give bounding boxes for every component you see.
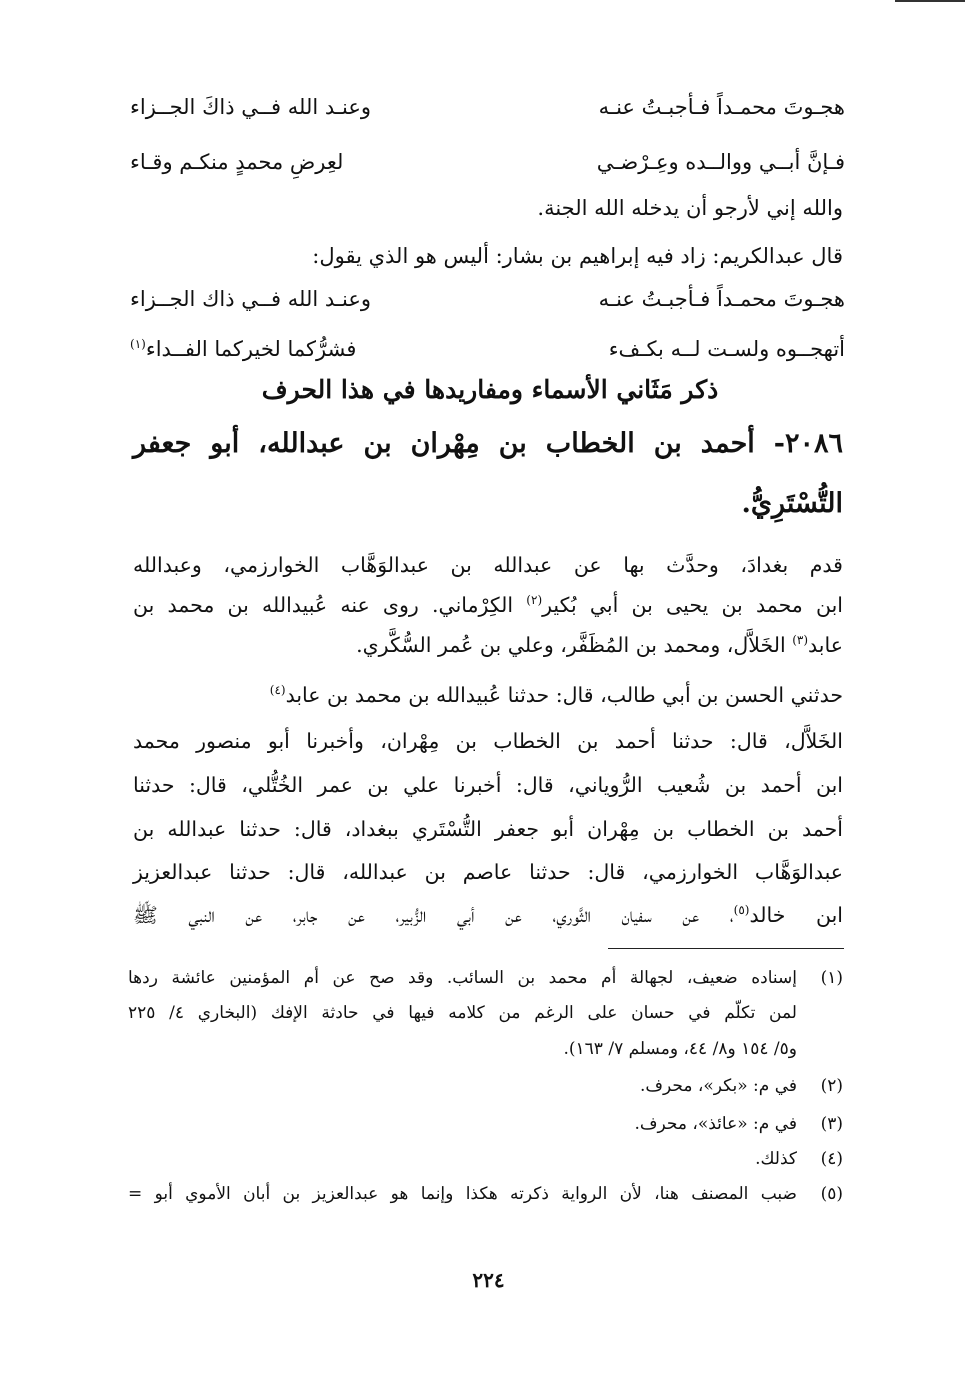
footnote-number: (١) (820, 968, 843, 988)
footnote-number: (٥) (820, 1184, 843, 1204)
footnote-text: إسناده ضعيف، لجهالة أم محمد بن السائب. وقد صح عن أم المؤمنين عائشة ردها (128, 968, 797, 988)
verse-couplet (130, 287, 845, 327)
footnote (128, 1114, 843, 1138)
verse-hemistich-first: هجـوتَ محمـداً فـأجبـتُ عنـه (598, 95, 845, 119)
verse-couplet (130, 150, 845, 190)
verse-couplet (130, 337, 845, 377)
body-text: ابن محمد بن يحيى بن أبي بُكير (542, 593, 843, 617)
verse-hemistich-first: هجـوتَ محمـداً فـأجبـتُ عنـه (598, 287, 845, 311)
section-heading: ذكر مَثَاني الأسماء ومفاريدها في هذا الحرف (261, 375, 719, 404)
verse-hemistich-first: فـإنَّ أبــي ووالــده وعِـرْضـي (596, 150, 845, 174)
prose-line: والله إني لأرجو أن يدخله الله الجنة. (537, 196, 843, 220)
body-text: الخَلاَّل، ومحمد بن المُظَفَّر، وعلي بن عُمر السُّكَّري. (356, 633, 793, 657)
footnote (128, 1149, 843, 1173)
verse-hemistich-second (130, 337, 356, 361)
entry-heading-continued: التُّسْتَرِيُّ. (741, 488, 843, 519)
verse-couplet (130, 95, 845, 135)
verse-hemistich-first: أتهجــوه ولسـت لــه بكـفء (608, 337, 845, 361)
verse-hemistich-second: وعنـد الله فــي ذاك الجــزاء (130, 287, 372, 311)
body-line (133, 593, 843, 617)
footnote-text-continued: و٥/ ١٥٤ و٨/ ٤٤، ومسلم ٧/ ١٦٣). (563, 1039, 797, 1059)
body-line: قدم بغدادَ، وحدَّث بها عن عبدالله بن عبدالوَهَّاب الخوارزمي، وعبدالله (133, 553, 843, 577)
prose-line: قال عبدالكريم: زاد فيه إبراهيم بن بشار: أليس هو الذي يقول: (312, 244, 843, 268)
body-line: ابن أحمد بن شُعيب الرُّوياني، قال: أخبرنا علي بن عمر الخُتُّلي، قال: حدثنا (133, 773, 843, 797)
body-text: الكِرْماني. روى عنه عُبيدالله بن محمد بن (133, 593, 527, 617)
footnote-ref: (٣) (792, 633, 809, 648)
footnote (128, 1076, 843, 1100)
body-line (133, 633, 843, 657)
footnote-number: (٣) (820, 1114, 843, 1134)
body-text: عابد (808, 633, 843, 657)
verse-hemistich-second: لعِرضِ محمدٍ منكـم وقـاء (130, 150, 344, 174)
page-number: ٢٢٤ (472, 1268, 505, 1292)
footnote-separator (608, 948, 844, 949)
footnote (128, 968, 843, 992)
footnote-ref: (٢) (526, 593, 543, 608)
footnote-ref: (٥) (733, 903, 750, 918)
body-line: أحمد بن الخطاب بن مِهْران أبو جعفر التُّسْتَري ببغداد، قال: حدثنا عبدالله بن (133, 817, 843, 841)
footnote-number: (٤) (820, 1149, 843, 1169)
footnote (128, 1184, 843, 1208)
body-line: الخَلاَّل، قال: حدثنا أحمد بن الخطاب بن مِهْران، وأخبرنا أبو منصور محمد (133, 729, 843, 753)
body-text: حدثني الحسن بن أبي طالب، قال: حدثنا عُبيدالله بن محمد بن عابد (285, 683, 843, 707)
body-line (133, 903, 843, 933)
verse-text: فشرُّكما لخيركما الفــداء (145, 337, 357, 361)
footnote-text-continued: لمن تكلّم في حسان على الرغم من كلامه فيها في حادثة الإفك (البخاري ٤/ ٢٢٥ (128, 1003, 797, 1023)
body-line: عبدالوَهَّاب الخوارزمي، قال: حدثنا عاصم بن عبدالله، قال: حدثنا عبدالعزيز (133, 860, 843, 884)
scan-edge-mark (895, 0, 965, 2)
footnote-ref: (١) (130, 337, 146, 351)
body-line (133, 683, 843, 707)
footnote-text: في م: «عائذ»، محرف. (634, 1114, 797, 1134)
body-text: ابن خالد (749, 903, 843, 927)
footnote-number: (٢) (820, 1076, 843, 1096)
verse-hemistich-second: وعنـد الله فــي ذاكَ الجــزاء (130, 95, 372, 119)
footnote-text: ضبب المصنف هنا، لأن الرواية ذكرته هكذا وإنما هو عبدالعزيز بن أبان الأموي أبو = (128, 1184, 797, 1204)
footnote-text: كذلك. (755, 1149, 797, 1169)
body-text: ، عن سفيان الثَّوري، عن أبي الزُّبير، عن جابر، عن النبي ﷺ (133, 903, 734, 927)
entry-heading: ٢٠٨٦- أحمد بن الخطاب بن مِهْران بن عبدالله، أبو جعفر (133, 428, 843, 459)
footnote-text: في م: «بكر»، محرف. (639, 1076, 797, 1096)
footnote-ref: (٤) (269, 683, 286, 698)
